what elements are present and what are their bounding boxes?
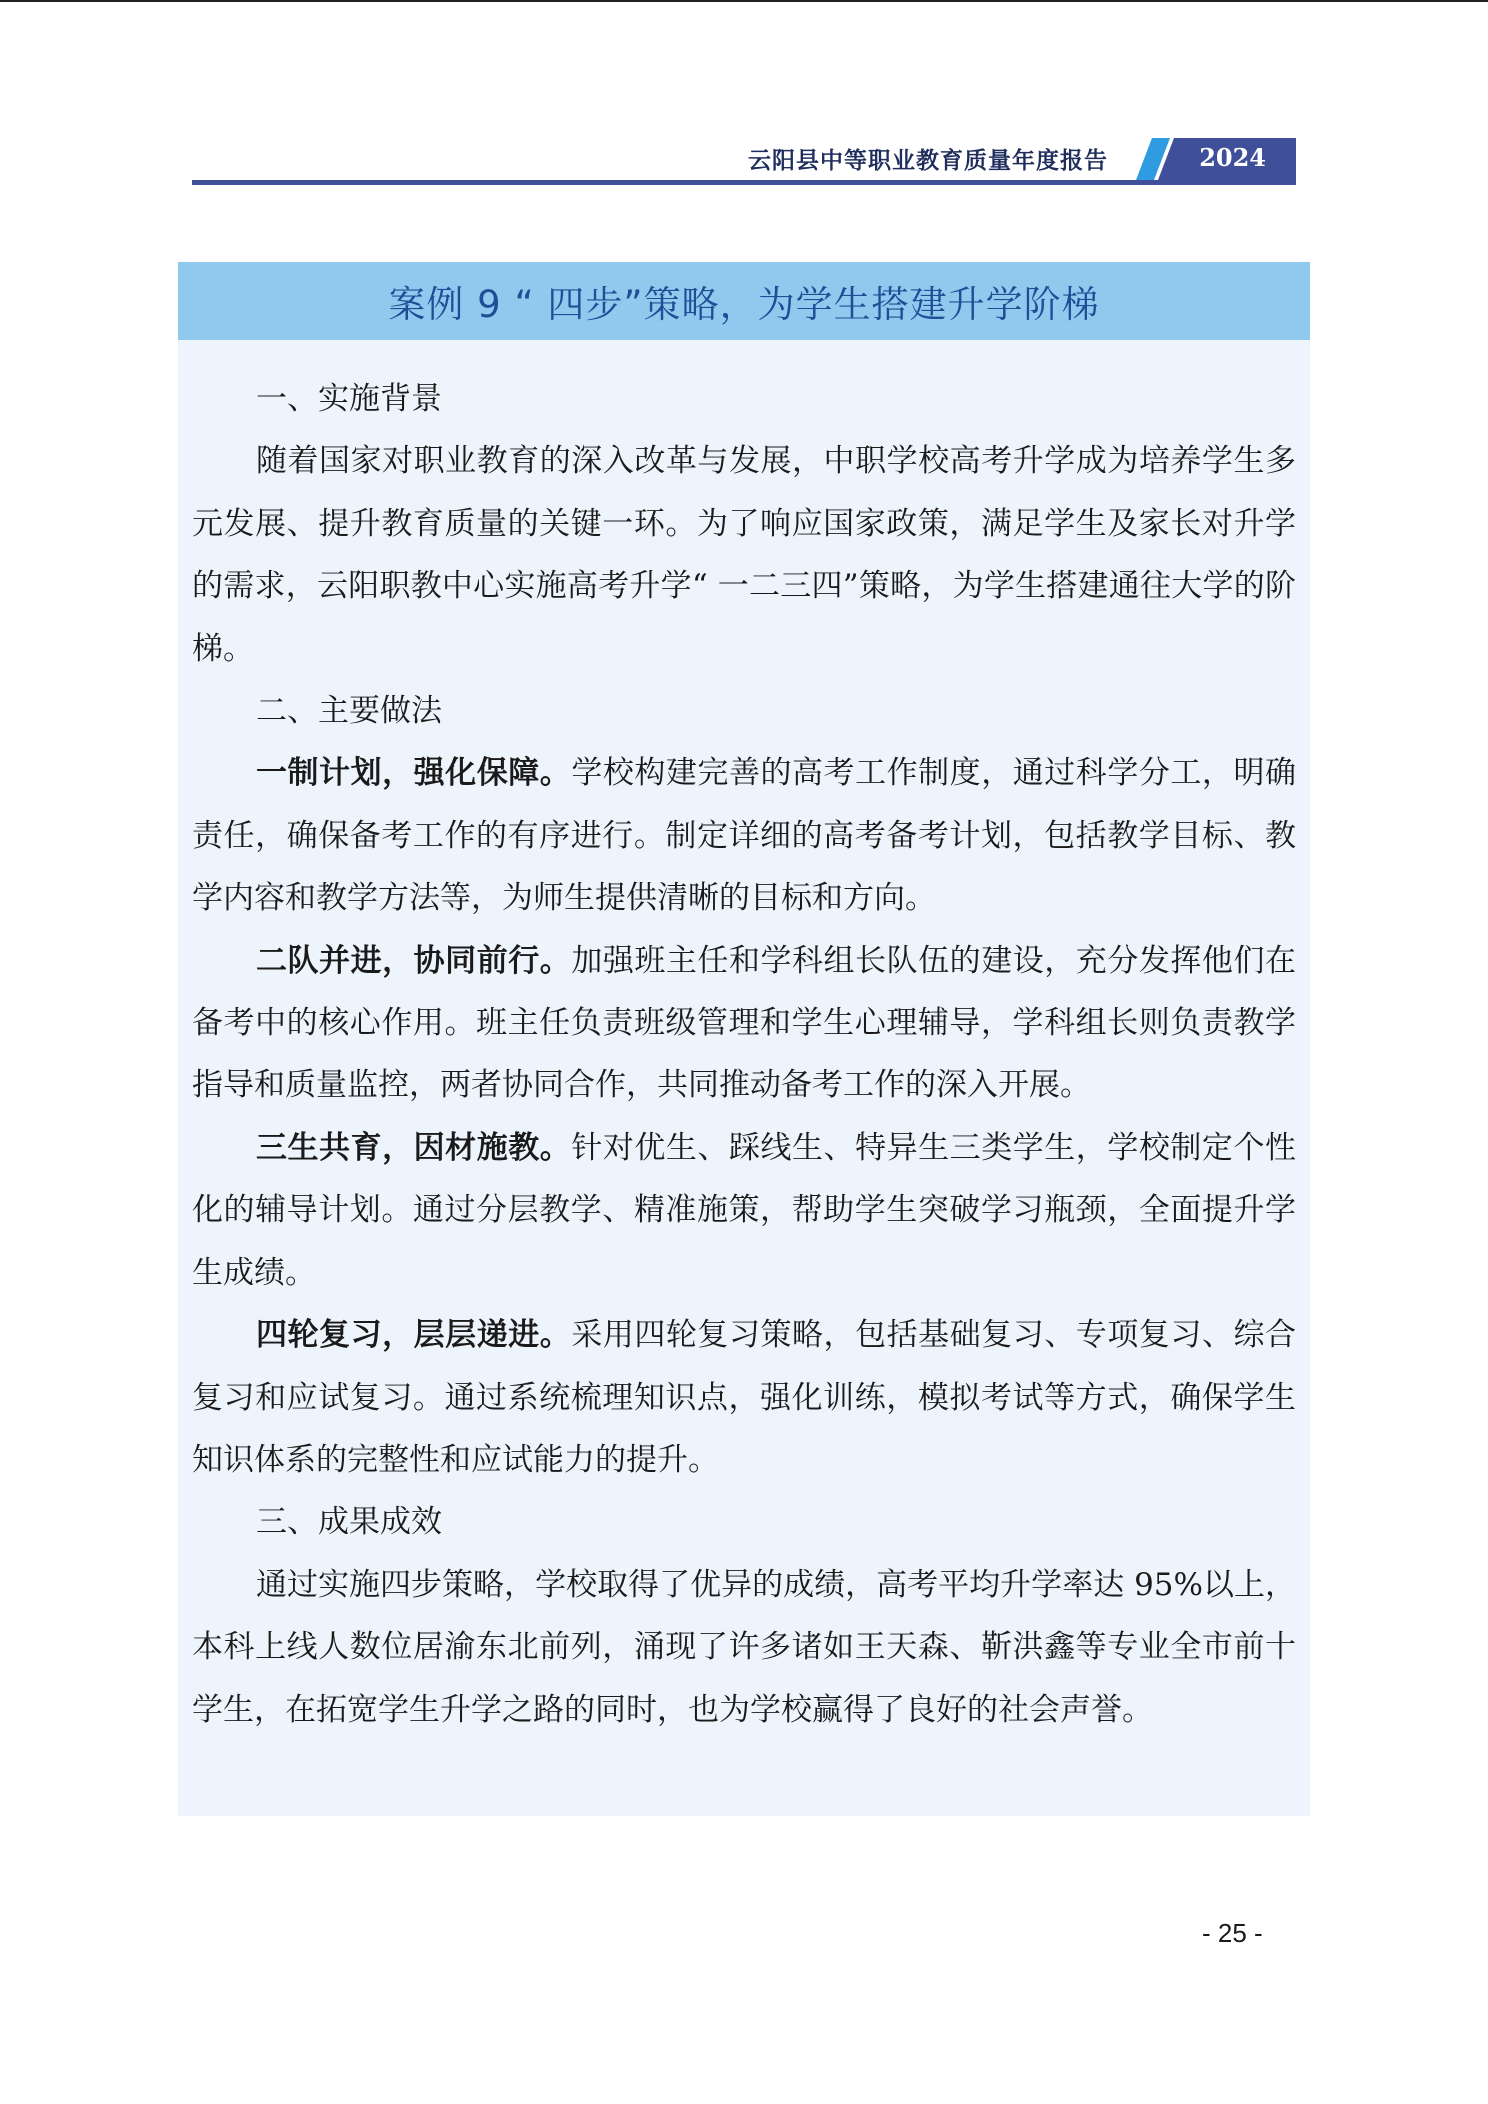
section-text-results: 通过实施四步策略，学校取得了优异的成绩，高考平均升学率达 95%以上，本科上线人数位居渝东北前列，涌现了许多诸如王天森、靳洪鑫等专业全市前十学生，在拓宽学生升学之路的同时，也为学校赢得了良好的社会声誉。 bbox=[192, 1566, 1296, 1728]
page-top-border bbox=[0, 0, 1488, 2]
measure-text-review: 采用四轮复习策略，包括基础复习、专项复习、综合复习和应试复习。通过系统梳理知识点，强化训练，模拟考试等方式，确保学生知识体系的完整性和应试能力的提升。 bbox=[192, 1317, 1296, 1478]
measure-lead-review: 四轮复习，层层递进。 bbox=[256, 1317, 572, 1354]
report-year: 2024 bbox=[1199, 143, 1266, 172]
section-heading-results: 三、成果成效 bbox=[256, 1504, 442, 1541]
case-title: 案例 9 “ 四步”策略，为学生搭建升学阶梯 bbox=[388, 283, 1100, 326]
section-heading-background: 一、实施背景 bbox=[256, 381, 442, 417]
measure-lead-students: 三生共育，因材施教。 bbox=[256, 1129, 572, 1166]
measure-lead-plan: 一制计划，强化保障。 bbox=[256, 755, 572, 792]
measure-text-plan: 学校构建完善的高考工作制度，通过科学分工，明确责任，确保备考工作的有序进行。制定详细的高考备考计划，包括教学目标、教学内容和教学方法等，为师生提供清晰的目标和方向。 bbox=[192, 755, 1296, 917]
running-header bbox=[192, 138, 1296, 184]
measure-lead-teams: 二队并进，协同前行。 bbox=[256, 942, 572, 979]
measure-item-students bbox=[192, 1117, 1296, 1304]
section-text-background: 随着国家对职业教育的深入改革与发展，中职学校高考升学成为培养学生多元发展、提升教育质量的关键一环。为了响应国家政策，满足学生及家长对升学的需求，云阳职教中心实施高考升学“ 一二三四”策略，为学生搭建通往大学的阶梯。 bbox=[192, 443, 1296, 667]
measure-text-teams: 加强班主任和学科组长队伍的建设，充分发挥他们在备考中的核心作用。班主任负责班级管理和学生心理辅导，学科组长则负责教学指导和质量监控，两者协同合作，共同推动备考工作的深入开展。 bbox=[192, 942, 1296, 1104]
section-heading-measures: 二、主要做法 bbox=[256, 693, 442, 730]
page-number: - 25 - bbox=[1202, 1918, 1263, 1948]
measure-text-students: 针对优生、踩线生、特异生三类学生，学校制定个性化的辅导计划。通过分层教学、精准施策，帮助学生突破学习瓶颈，全面提升学生成绩。 bbox=[192, 1129, 1296, 1291]
case-title-bar bbox=[178, 262, 1310, 340]
measure-item-teams bbox=[192, 930, 1296, 1117]
year-badge bbox=[1136, 138, 1296, 180]
report-title: 云阳县中等职业教育质量年度报告 bbox=[748, 147, 1108, 174]
case-content bbox=[192, 368, 1296, 1741]
case-study-box bbox=[178, 262, 1310, 1816]
header-rule bbox=[192, 180, 1296, 185]
measure-item-review bbox=[192, 1304, 1296, 1491]
measure-item-plan bbox=[192, 742, 1296, 929]
